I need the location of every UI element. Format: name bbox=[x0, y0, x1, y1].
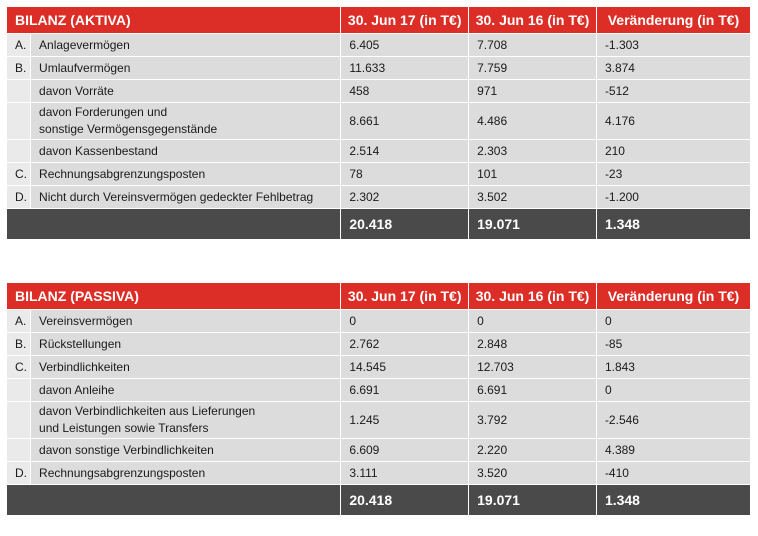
value-2016: 3.792 bbox=[469, 402, 597, 439]
table-row bbox=[7, 140, 751, 163]
aktiva-table bbox=[6, 6, 751, 240]
row-label-line: Umlaufvermögen bbox=[39, 61, 131, 75]
row-letter: B. bbox=[7, 333, 31, 356]
value-2017: 14.545 bbox=[341, 356, 469, 379]
row-label bbox=[31, 379, 341, 402]
value-2017: 458 bbox=[341, 80, 469, 103]
row-label bbox=[31, 439, 341, 462]
value-2017: 3.111 bbox=[341, 462, 469, 485]
value-2017: 0 bbox=[341, 310, 469, 333]
row-label-line: Anlagevermögen bbox=[39, 38, 130, 52]
total-change: 1.348 bbox=[596, 209, 750, 240]
table-row bbox=[7, 462, 751, 485]
row-label bbox=[31, 80, 341, 103]
value-2016: 971 bbox=[469, 80, 597, 103]
value-change: -85 bbox=[596, 333, 750, 356]
value-2017: 2.514 bbox=[341, 140, 469, 163]
table-row bbox=[7, 57, 751, 80]
value-2017: 6.609 bbox=[341, 439, 469, 462]
row-label bbox=[31, 163, 341, 186]
row-letter bbox=[7, 379, 31, 402]
value-change: 210 bbox=[596, 140, 750, 163]
total-2017: 20.418 bbox=[341, 209, 469, 240]
aktiva-col-2016: 30. Jun 16 (in T€) bbox=[469, 7, 597, 34]
table-row bbox=[7, 333, 751, 356]
value-2016: 2.220 bbox=[469, 439, 597, 462]
value-change: 3.874 bbox=[596, 57, 750, 80]
passiva-col-2017: 30. Jun 17 (in T€) bbox=[341, 283, 469, 310]
value-2017: 11.633 bbox=[341, 57, 469, 80]
table-row bbox=[7, 103, 751, 140]
passiva-title: BILANZ (PASSIVA) bbox=[7, 283, 341, 310]
row-letter bbox=[7, 103, 31, 140]
row-label-line: davon Forderungen und bbox=[39, 105, 168, 119]
row-letter: B. bbox=[7, 57, 31, 80]
value-2017: 78 bbox=[341, 163, 469, 186]
row-label-line: Rückstellungen bbox=[39, 337, 122, 351]
value-change: 4.389 bbox=[596, 439, 750, 462]
row-letter: A. bbox=[7, 34, 31, 57]
row-label bbox=[31, 34, 341, 57]
value-2017: 8.661 bbox=[341, 103, 469, 140]
table-row bbox=[7, 163, 751, 186]
table-row bbox=[7, 379, 751, 402]
value-change: -1.303 bbox=[596, 34, 750, 57]
value-change: 4.176 bbox=[596, 103, 750, 140]
row-label-line: Rechnungsabgrenzungsposten bbox=[39, 167, 206, 181]
value-change: -23 bbox=[596, 163, 750, 186]
value-2016: 7.759 bbox=[469, 57, 597, 80]
table-row bbox=[7, 186, 751, 209]
row-label-line: Verbindlichkeiten bbox=[39, 360, 130, 374]
row-letter: C. bbox=[7, 356, 31, 379]
passiva-table bbox=[6, 282, 751, 516]
passiva-col-change: Veränderung (in T€) bbox=[596, 283, 750, 310]
aktiva-col-change: Veränderung (in T€) bbox=[596, 7, 750, 34]
row-label-line: Rechnungsabgrenzungsposten bbox=[39, 466, 206, 480]
table-row bbox=[7, 80, 751, 103]
row-label bbox=[31, 186, 341, 209]
value-2016: 2.303 bbox=[469, 140, 597, 163]
value-change: 0 bbox=[596, 379, 750, 402]
row-label-line: Nicht durch Vereinsvermögen gedeckter Fehlbetrag bbox=[39, 190, 314, 204]
row-label-line: Vereinsvermögen bbox=[39, 314, 133, 328]
value-2016: 3.520 bbox=[469, 462, 597, 485]
value-2016: 0 bbox=[469, 310, 597, 333]
aktiva-col-2017: 30. Jun 17 (in T€) bbox=[341, 7, 469, 34]
row-label bbox=[31, 333, 341, 356]
table-row bbox=[7, 310, 751, 333]
row-letter: C. bbox=[7, 163, 31, 186]
row-letter: D. bbox=[7, 462, 31, 485]
total-2016: 19.071 bbox=[469, 485, 597, 516]
table-row bbox=[7, 402, 751, 439]
row-label-line: davon Vorräte bbox=[39, 84, 114, 98]
value-change: 0 bbox=[596, 310, 750, 333]
row-label bbox=[31, 356, 341, 379]
value-change: -2.546 bbox=[596, 402, 750, 439]
total-label-cell bbox=[7, 209, 341, 240]
value-change: -1.200 bbox=[596, 186, 750, 209]
row-label bbox=[31, 402, 341, 439]
total-row bbox=[7, 209, 751, 240]
total-2017: 20.418 bbox=[341, 485, 469, 516]
value-2016: 7.708 bbox=[469, 34, 597, 57]
value-2016: 6.691 bbox=[469, 379, 597, 402]
row-label-line: davon sonstige Verbindlichkeiten bbox=[39, 443, 214, 457]
row-letter bbox=[7, 402, 31, 439]
passiva-header-row bbox=[7, 283, 751, 310]
passiva-col-2016: 30. Jun 16 (in T€) bbox=[469, 283, 597, 310]
row-label-line: davon Verbindlichkeiten aus Lieferungen bbox=[39, 404, 256, 418]
row-letter bbox=[7, 80, 31, 103]
aktiva-title: BILANZ (AKTIVA) bbox=[7, 7, 341, 34]
row-label-line: davon Anleihe bbox=[39, 383, 115, 397]
total-label-cell bbox=[7, 485, 341, 516]
value-2017: 1.245 bbox=[341, 402, 469, 439]
row-label bbox=[31, 140, 341, 163]
total-change: 1.348 bbox=[596, 485, 750, 516]
value-2016: 101 bbox=[469, 163, 597, 186]
row-letter: A. bbox=[7, 310, 31, 333]
value-change: -512 bbox=[596, 80, 750, 103]
row-label-line: und Leistungen sowie Transfers bbox=[39, 421, 209, 435]
row-letter bbox=[7, 439, 31, 462]
value-2017: 6.691 bbox=[341, 379, 469, 402]
table-row bbox=[7, 356, 751, 379]
row-label bbox=[31, 462, 341, 485]
row-label-line: davon Kassenbestand bbox=[39, 144, 158, 158]
row-letter: D. bbox=[7, 186, 31, 209]
total-2016: 19.071 bbox=[469, 209, 597, 240]
value-change: 1.843 bbox=[596, 356, 750, 379]
table-row bbox=[7, 34, 751, 57]
row-label bbox=[31, 103, 341, 140]
row-label bbox=[31, 310, 341, 333]
value-change: -410 bbox=[596, 462, 750, 485]
value-2016: 4.486 bbox=[469, 103, 597, 140]
value-2017: 2.762 bbox=[341, 333, 469, 356]
table-row bbox=[7, 439, 751, 462]
value-2016: 12.703 bbox=[469, 356, 597, 379]
row-label-line: sonstige Vermögensgegenstände bbox=[39, 122, 218, 136]
value-2017: 6.405 bbox=[341, 34, 469, 57]
row-letter bbox=[7, 140, 31, 163]
value-2016: 3.502 bbox=[469, 186, 597, 209]
aktiva-header-row bbox=[7, 7, 751, 34]
row-label bbox=[31, 57, 341, 80]
value-2017: 2.302 bbox=[341, 186, 469, 209]
total-row bbox=[7, 485, 751, 516]
value-2016: 2.848 bbox=[469, 333, 597, 356]
